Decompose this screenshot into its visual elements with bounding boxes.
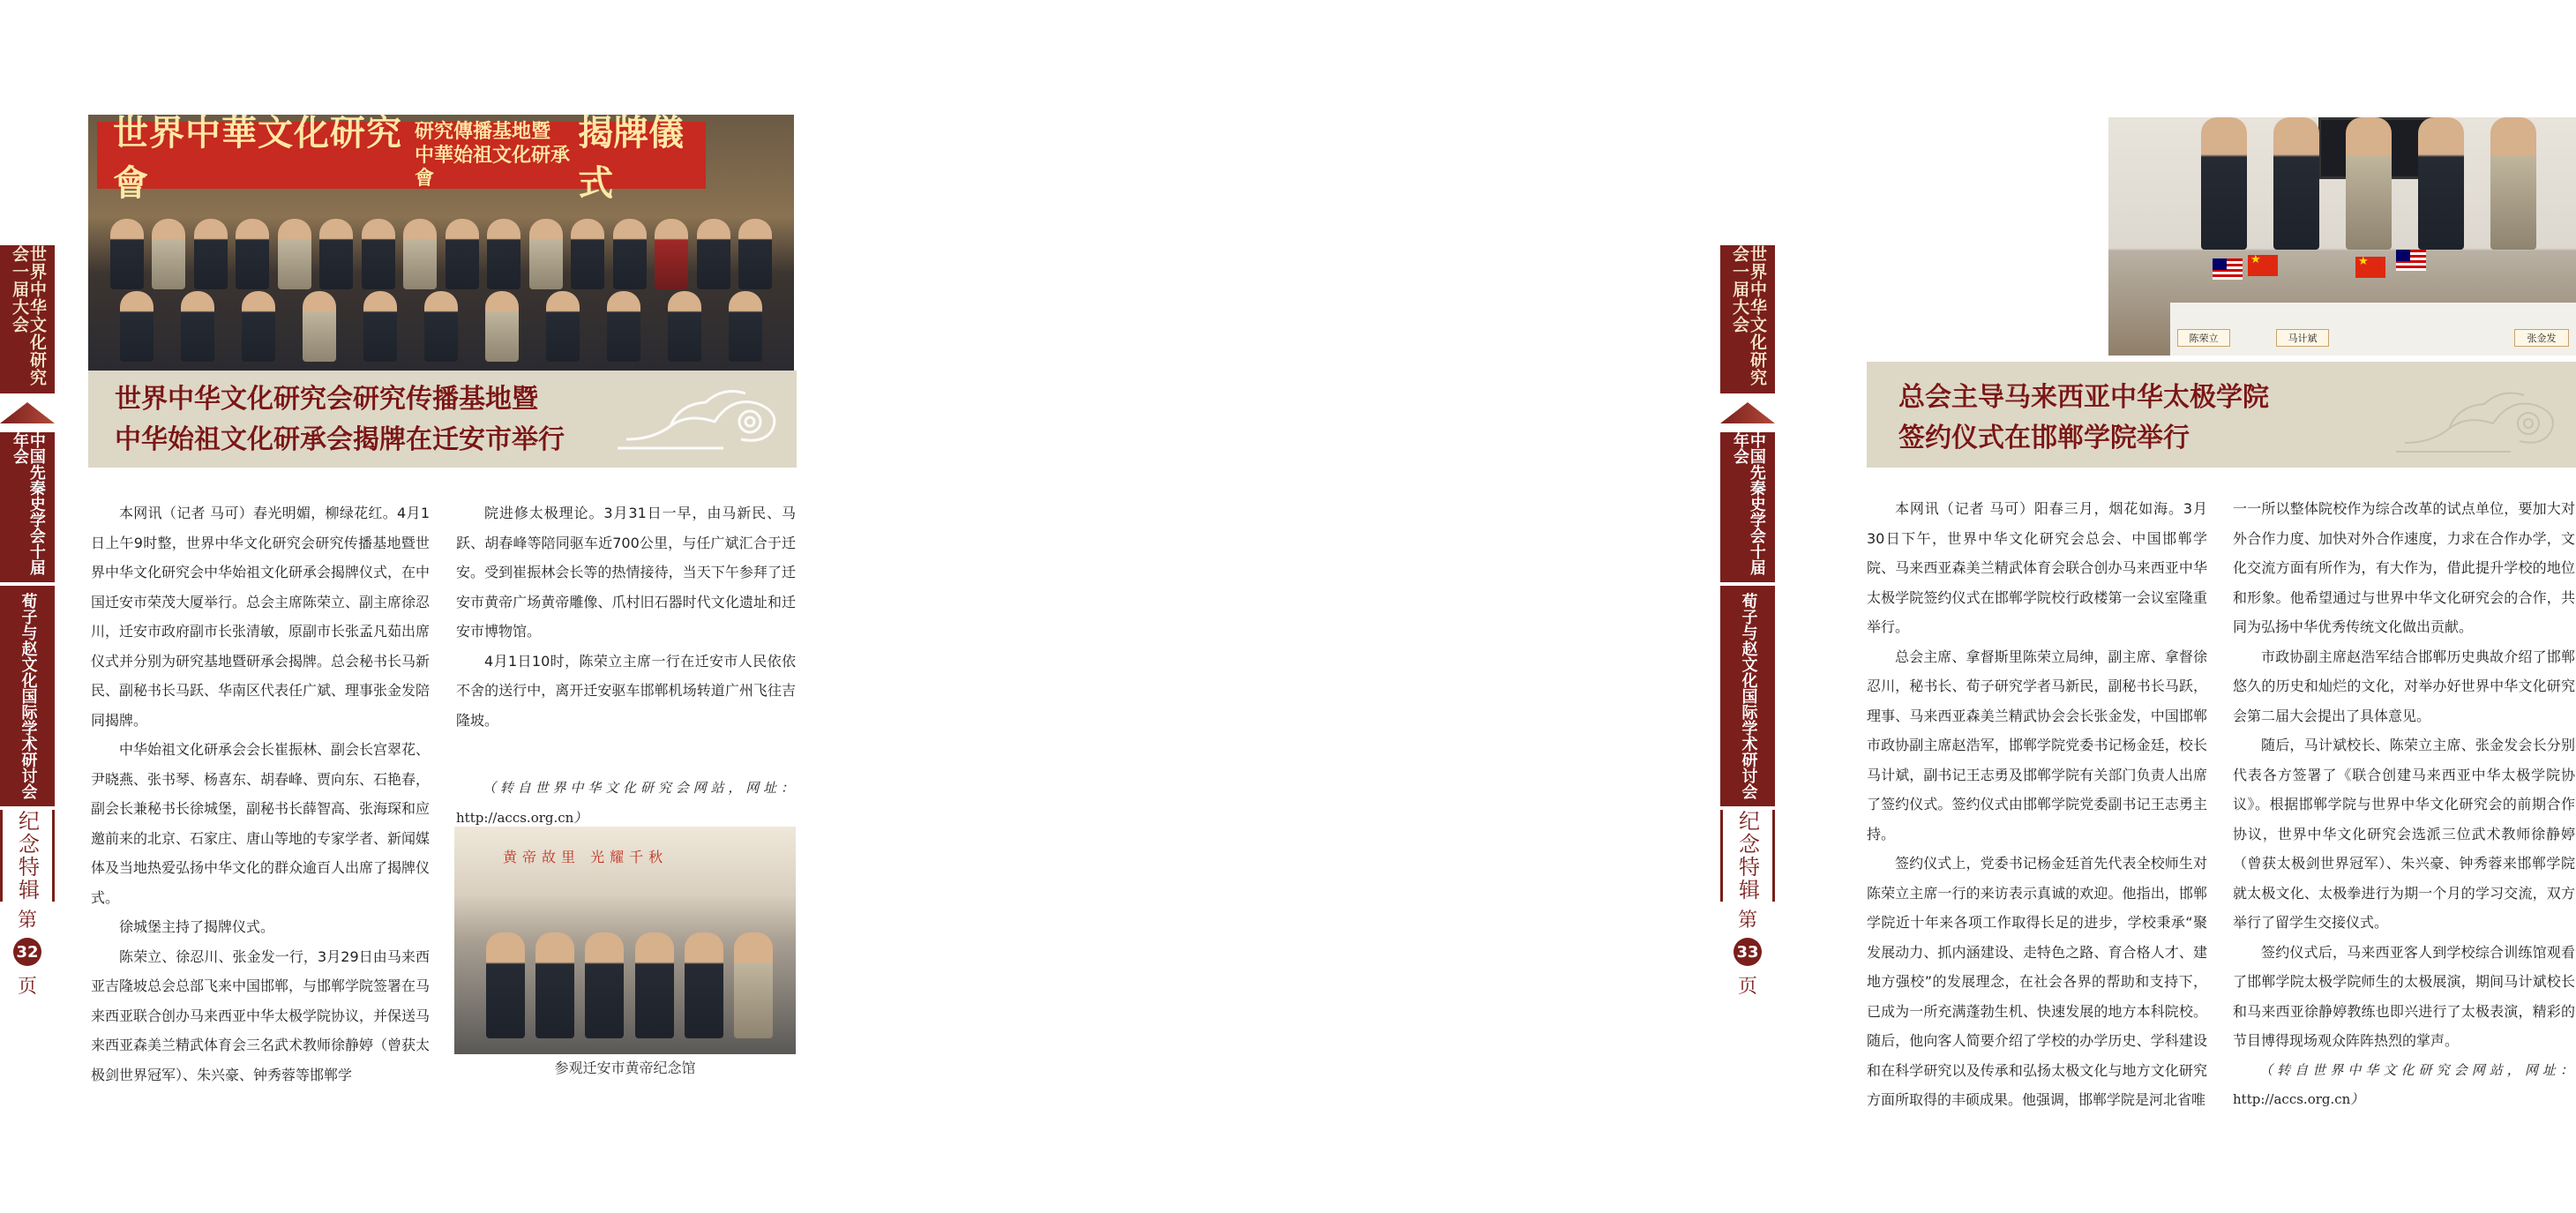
cloud-ornament-icon: [2396, 374, 2564, 459]
nameplate: 陈荣立: [2177, 329, 2230, 347]
side-tab-conference: 世界中华文化研究会一届大会: [1720, 245, 1775, 393]
side-tab-annual-meeting: 中国先秦史学会十届年会: [0, 432, 55, 582]
banner-end-text: 揭牌儀式: [578, 112, 685, 204]
title-line-1: 总会主导马来西亚中华太极学院: [1898, 382, 2269, 413]
visitors-row: [481, 932, 778, 1038]
person: [613, 219, 647, 289]
source-text: （转自世界中华文化研究会网站，网址：: [2259, 1061, 2575, 1078]
malaysia-flag-icon: [2396, 250, 2426, 271]
person: [655, 219, 688, 289]
banner-main-text: 世界中華文化研究會: [113, 112, 402, 204]
paragraph: 院进修太极理论。3月31日一早，由马新民、马跃、胡春峰等陪同驱车近700公里，与任广斌汇合于迁安。受到崔振林会长等的热情接待，当天下午参拜了迁安市黄帝广场黄帝雕像、爪村旧石器时代文化遗址和迁安市博物馆。: [456, 505, 796, 640]
person: [363, 291, 397, 362]
source-url: http://accs.org.cn: [456, 809, 574, 826]
person: [110, 219, 144, 289]
person: [236, 219, 269, 289]
paragraph: 徐城堡主持了揭牌仪式。: [119, 918, 275, 935]
title-line-2: 签约仪式在邯郸学院举行: [1898, 423, 2190, 453]
person: [685, 932, 723, 1038]
source-close: ）: [573, 809, 589, 826]
person: [2346, 117, 2392, 250]
person: [2418, 117, 2464, 250]
source-url: http://accs.org.cn: [2233, 1091, 2351, 1107]
person: [607, 291, 640, 362]
paragraph: 一一所以整体院校作为综合改革的试点单位，要加大对外合作力度、加快对外合作速度，力求在合作办学，文化交流方面有所作为，有大作为，借此提升学校的地位和形象。他希望通过与世界中华文化研究会的合作，共同为弘扬中华优秀传统文化做出贡献。: [2233, 500, 2575, 635]
person: [487, 219, 520, 289]
source-text: （转自世界中华文化研究会网站，网址：: [483, 780, 796, 796]
side-tab-ornament: [0, 393, 55, 432]
people-front-row: [106, 291, 776, 362]
paragraph: 随后，马计斌校长、陈荣立主席、张金发会长分别代表各方签署了《联合创建马来西亚中华太极学院协议》。根据邯郸学院与世界中华文化研究会的前期合作协议，世界中华文化研究会选派三位武术教师徐静婷（曾获太极剑世界冠军）、朱兴豪、钟秀蓉来邯郸学院就太极文化、太极拳进行为期一个月的学习交流，双方举行了留学生交接仪式。: [2233, 737, 2575, 931]
side-tab-symposium: 荀子与赵文化国际学术研讨会: [1720, 586, 1775, 806]
photo-signing-ceremony: [2108, 117, 2576, 356]
nameplate: 马计斌: [2276, 329, 2329, 347]
photo-unveiling-group: [88, 112, 794, 371]
side-tab-ornament: [1720, 393, 1775, 432]
person: [529, 219, 563, 289]
person: [403, 219, 437, 289]
page-suffix: 页: [17, 976, 37, 998]
source-close: ）: [2350, 1091, 2366, 1107]
paragraph: 本网讯（记者 马可）阳春三月，烟花如海。3月30日下午，世界中华文化研究会总会、中国邯郸学院、马来西亚森美兰精武体育会联合创办马来西亚中华太极学院签约仪式在邯郸学院校行政楼第一会议室隆重举行。: [1867, 500, 2207, 635]
photo-banner: [97, 112, 706, 204]
article-left-column-1: [91, 498, 430, 1089]
paragraph: 签约仪式后，马来西亚客人到学校综合训练馆观看了邯郸学院太极学院师生的太极展演，期间马计斌校长和马来西亚徐静婷教练也即兴进行了太极表演，精彩的节目博得现场观众阵阵热烈的掌声。: [2233, 943, 2575, 1049]
article-left-column-2: [456, 498, 796, 833]
person: [362, 219, 395, 289]
person: [181, 291, 214, 362]
person: [2273, 117, 2319, 250]
side-tab-annual-meeting: 中国先秦史学会十届年会: [1720, 432, 1775, 582]
person: [194, 219, 228, 289]
paragraph: 4月1日10时，陈荣立主席一行在迁安市人民依依不舍的送行中，离开迁安驱车邯郸机场转道广州飞往吉隆坡。: [456, 652, 796, 729]
side-tab-special-issue: 纪念特辑: [0, 810, 55, 902]
person: [424, 291, 458, 362]
source-note: [2233, 1056, 2575, 1115]
banner-sub-bottom: 中華始祖文化研承會: [414, 143, 570, 191]
banner-sub-text: [415, 120, 573, 190]
paragraph: 陈荣立、徐忍川、张金发一行，3月29日由马来西亚吉隆坡总会总部飞来中国邯郸，与邯郸学院签署在马来西亚联合创办马来西亚中华太极学院协议，并保送马来西亚森美兰精武体育会三名武术教师徐静婷（曾获太极剑世界冠军）、朱兴豪、钟秀蓉等邯郸学: [91, 947, 431, 1083]
page-number-block: [0, 905, 55, 1020]
page-suffix: 页: [1737, 976, 1757, 998]
banner-sub-top: 研究傳播基地暨: [414, 120, 550, 144]
person: [120, 291, 154, 362]
cloud-ornament-icon: [618, 378, 785, 457]
standing-officials-row: [2188, 117, 2550, 250]
person: [729, 291, 762, 362]
person: [635, 932, 674, 1038]
memorial-sign-text: 黄帝故里 光耀千秋: [503, 849, 669, 865]
person: [668, 291, 701, 362]
left-page: [0, 0, 887, 1213]
title-line-2: 中华始祖文化研承会揭牌在迁安市举行: [115, 424, 565, 455]
source-note: [456, 774, 796, 833]
person: [2490, 117, 2536, 250]
article-right-column-1: [1867, 494, 2207, 1115]
page-prefix: 第: [17, 910, 37, 932]
page-prefix: 第: [1737, 910, 1757, 932]
photo-caption: 参观迁安市黄帝纪念馆: [554, 1060, 696, 1076]
person: [486, 932, 525, 1038]
title-line-1: 世界中华文化研究会研究传播基地暨: [115, 384, 538, 415]
paragraph: 中华始祖文化研承会会长崔振林、副会长宫翠花、尹晓燕、张书琴、杨喜东、胡春峰、贾向东、石艳春，副会长兼秘书长徐城堡，副秘书长薛智高、张海琛和应邀前来的北京、石家庄、唐山等地的专家学者、新闻媒体及当地热爱弘扬中华文化的群众逾百人出席了揭牌仪式。: [91, 741, 431, 906]
person: [734, 932, 773, 1038]
person: [446, 219, 479, 289]
person: [303, 291, 336, 362]
side-tab-symposium: 荀子与赵文化国际学术研讨会: [0, 586, 55, 806]
page-number: 32: [13, 938, 41, 966]
person: [242, 291, 275, 362]
article-right-column-2: [2233, 494, 2575, 1115]
person: [2201, 117, 2247, 250]
article-title-right: [1867, 362, 2576, 468]
paragraph: 总会主席、拿督斯里陈荣立局绅，副主席、拿督徐忍川，秘书长、荀子研究学者马新民，副秘书长马跃，理事、马来西亚森美兰精武协会会长张金发，中国邯郸市政协副主席赵浩军，邯郸学院党委书记杨金廷，校长马计斌，副书记王志勇及邯郸学院有关部门负责人出席了签约仪式。签约仪式由邯郸学院党委副书记王志勇主持。: [1867, 648, 2207, 842]
person: [319, 219, 353, 289]
person: [535, 932, 574, 1038]
side-tab-left: [0, 245, 55, 1022]
person: [152, 219, 185, 289]
paragraph: 市政协副主席赵浩军结合邯郸历史典故介绍了邯郸悠久的历史和灿烂的文化，对举办好世界中华文化研究会第二届大会提出了具体意见。: [2233, 648, 2575, 724]
person: [485, 291, 519, 362]
nameplate: 张金发: [2514, 329, 2569, 347]
people-back-row: [106, 219, 776, 289]
person: [546, 291, 580, 362]
photo-memorial-visit: [454, 827, 796, 1054]
paragraph: 本网讯（记者 马可）春光明媚，柳绿花红。4月1日上午9时整，世界中华文化研究会研究传播基地暨世界中华文化研究会中华始祖文化研承会揭牌仪式，在中国迁安市荣茂大厦举行。总会主席陈荣立、副主席徐忍川，迁安市政府副市长张清敏，原副市长张孟凡茹出席仪式并分别为研究基地暨研承会揭牌。总会秘书长马新民、副秘书长马跃、华南区代表任广斌、理事张金发陪同揭牌。: [91, 505, 431, 729]
china-flag-icon: [2248, 255, 2278, 276]
person: [585, 932, 624, 1038]
person: [738, 219, 772, 289]
person: [571, 219, 604, 289]
malaysia-flag-icon: [2213, 258, 2243, 280]
side-tab-conference: 世界中华文化研究会一届大会: [0, 245, 55, 393]
right-page: [887, 0, 2575, 1213]
page-number-block: [1720, 905, 1775, 1020]
page-number: 33: [1734, 938, 1762, 966]
person: [697, 219, 730, 289]
china-flag-icon: [2355, 257, 2385, 278]
person: [278, 219, 311, 289]
paragraph: 签约仪式上，党委书记杨金廷首先代表全校师生对陈荣立主席一行的来访表示真诚的欢迎。他指出，邯郸学院近十年来各项工作取得长足的进步，学校秉承“聚发展动力、抓内涵建设、走特色之路、育合格人才、建地方强校”的发展理念，在社会各界的帮助和支持下，已成为一所充满蓬勃生机、快速发展的地方本科院校。随后，他向客人简要介绍了学校的办学历史、学科建设和在科学研究以及传承和弘扬太极文化与地方文化研究方面所取得的丰硕成果。他强调，邯郸学院是河北省唯: [1867, 855, 2207, 1108]
article-title-left: [88, 371, 797, 468]
side-tab-right: [1720, 245, 1775, 1022]
side-tab-special-issue: 纪念特辑: [1720, 810, 1775, 902]
